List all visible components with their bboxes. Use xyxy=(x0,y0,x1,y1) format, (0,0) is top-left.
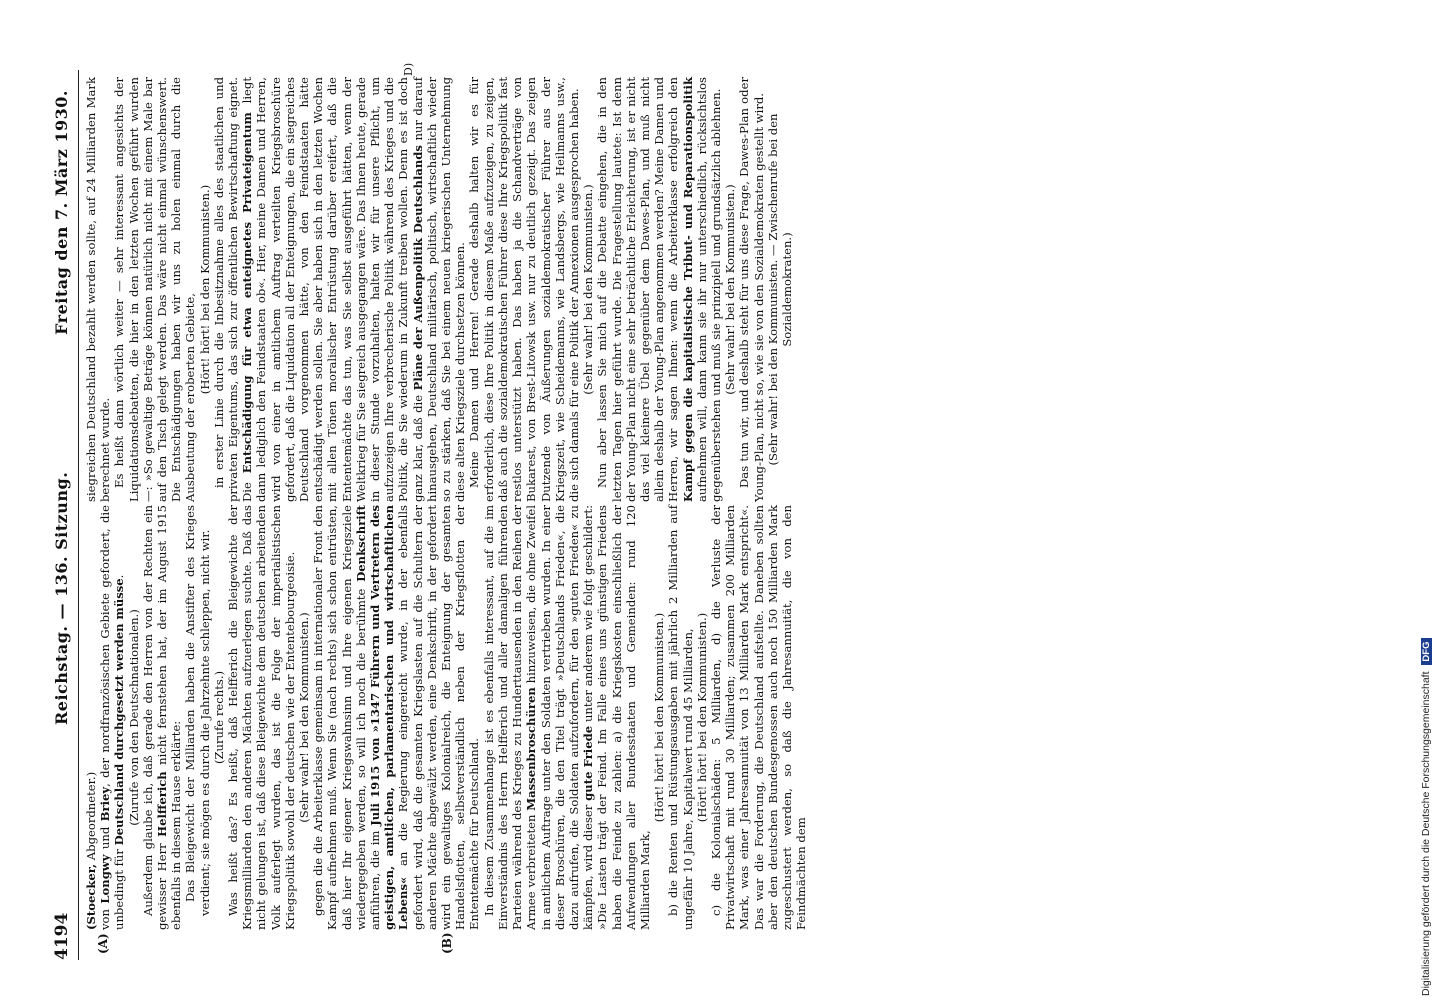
paragraph: von Longwy und Briey, der nordfranzösischen Gebiete gefordert, die unbedingt für Deutschland durchgesetzt werden müsse. xyxy=(98,504,127,930)
paragraph: b) die Renten und Rüstungsausgaben mit jährlich 2 Milliarden auf ungefähr 10 Jahre, Kapitalwert rund 45 Milliarden, xyxy=(666,505,695,930)
paragraph: Meine Damen und Herren! Gerade deshalb halten wir es für erforderlich, diese Ihre Politik in diesem Maße aufzuzeigen, zu zeigen, daß auch die sozialdemokratischen Führer diese Ihre Kriegspolitik fast restlos unterstützt haben. Das haben ja die Schandverträge von Bukarest, von Brest-Litowsk usw. nur zu deutlich gezeigt. Das zeigen Dutzende von Äußerungen sozialdemokratischer Führer aus der Kriegszeit, wie Scheidemanns, wie Landsbergs, wie Heilmanns usw., die sich damals für eine Politik der Annexionen ausgesprochen haben. xyxy=(467,77,581,502)
paragraph: (Hört! hört! bei den Kommunisten.) xyxy=(197,184,212,395)
paragraph: gegen die die Arbeiterklasse gemeinsam in internationaler Front den Kampf aufnehmen muß. Wenn Sie (nach rechts) sich schon entrüsten, daß hier Ihr eigener Kriegswahnsinn und Ihre eigenen Kriegsziele wiedergegeben werden, so will ich noch die berühmte Denkschrift anführen, die im Juli 1915 von »1347 Führern und Vertretern des geistigen, amtlichen, parlamentarischen und wirtschaftlichen Lebens« an die Regierung eingereicht wurde, in der ebenfalls gefordert wird, daß die gesamten Kriegslasten auf die Schultern der anderen Mächte abgewälzt werden, eine Denkschrift, in der gefordert wird ein gewaltiges Kolonialreich, die Enteignung der gesamten Handelsflotten, selbstverständlich neben der Kriegsflotten der Ententemächte für Deutschland. xyxy=(311,505,482,930)
paragraph: (Sehr wahr! bei den Kommunisten.) xyxy=(297,612,312,823)
paragraph: (Sehr wahr! bei den Kommunisten. — Zwischenrufe bei den Sozialdemokraten.) xyxy=(765,113,794,466)
paragraph: Das tun wir, und deshalb steht für uns diese Frage, Dawes-Plan oder Young-Plan, nicht so, wie sie von den Sozialdemokraten gestellt wird. xyxy=(737,77,766,502)
funding-credit-text: Digitalisierung gefördert durch die Deutsche Forschungsgemeinschaft xyxy=(1420,671,1432,996)
session-date: Freitag den 7. März 1930. xyxy=(52,90,71,335)
funding-credit xyxy=(1420,6,1436,996)
paragraph: (Zurufe von den Deutschnationalen.) xyxy=(126,609,141,826)
paragraph: Das Bleigewicht der Milliarden haben die Anstifter des Krieges verdient; sie mögen es durch die Jahrzehnte schleppen, nicht wir. xyxy=(183,505,212,916)
paragraph: (Zurufe rechts.) xyxy=(211,670,226,765)
left-text-column xyxy=(84,504,809,930)
session-title: Reichstag. — 136. Sitzung. xyxy=(52,471,71,725)
paragraph: siegreichen Deutschland bezahlt werden sollte, auf 24 Milliarden Mark berechnet wurde. xyxy=(84,77,113,502)
page-number: 4194 xyxy=(52,912,72,960)
paragraph: Außerdem glaube ich, daß gerade den Herren von der Rechten ein gewisser Herr Helfferich nicht fernstehen hat, der im August 1915 ebenfalls in diesem Hause erklärte: xyxy=(140,505,184,930)
margin-marker-a: (A) xyxy=(96,933,110,954)
right-text-column xyxy=(84,77,794,502)
paragraph: (Hört! hört! bei den Kommunisten.) xyxy=(652,612,667,823)
header-rule xyxy=(78,70,79,960)
paragraph: (Sehr wahr! bei den Kommunisten.) xyxy=(581,184,596,395)
paragraph: in erster Linie durch die Inbesitznahme alles des staatlichen und privaten Eigentums, das sich zur öffentlichen Bewirtschaftung eignet. Die Entschädigung für etwa enteignetes Privateigentum liegt dann lediglich den Feindstaaten ob«. Hier, meine Damen und Herren, wird von einer in amtlichem Auftrag verteilten Kriegsbroschüre gefordert, daß die Liquidation all der Enteignungen, die ein siegreiches Deutschland vorgenommen hätte, von den Feindstaaten hätte entschädigt werden sollen. Sie aber haben sich in den letzten Wochen mit allen Tönen moralischer Entrüstung darüber ereifert, daß die Ententemächte das tun, was Sie selbst ausgeführt hätten, wenn der Weltkrieg für Sie siegreich ausgegangen wäre. Das Ihnen heute, gerade in dieser Stunde vorzuhalten, halten wir für unsere Pflicht, um aufzuzeigen Ihre verbrecherische Politik während des Krieges und die Politik, die Sie wiederum in Zukunft treiben wollen. Denn es ist doch ganz klar, daß die Pläne der Außenpolitik Deutschlands nur darauf hinausgehen, Deutschland militärisch, politisch, wirtschaftlich wieder so zu stärken, daß Sie bei einem neuen kriegerischen Unternehmung diese alten Kriegsziele durchsetzen können. xyxy=(211,77,468,502)
margin-marker-b: (B) xyxy=(440,932,454,954)
paragraph: In diesem Zusammenhange ist es ebenfalls interessant, auf die im Einverständnis des Herrn Helfferich und aller damaligen führenden Parteien während des Krieges zu Hunderttausenden in den Reihen der Armee verbreiteten Massenbroschüren hinzuweisen, die ohne Zweifel in amtlichem Auftrage unter den Soldaten vertrieben wurden. In einer dieser Broschüren, die den Titel trägt »Deutschlands Frieden«, die dazu aufrufen, die Soldaten aufzufordern, für den »guten Frieden« zu kämpfen, wird dieser gute Friede unter anderem wie folgt geschildert: »Die Lasten trägt der Feind. Im Falle eines uns günstigen Friedens haben die Feinde zu zahlen: a) die Kriegskosten einschließlich der Aufwendungen aller Bundesstaaten und Gemeinden: rund 120 Milliarden Mark, xyxy=(481,505,652,930)
paragraph: (Hört! hört! bei den Kommunisten.) xyxy=(694,612,709,823)
paragraph: (Stoecker, Abgeordneter.) xyxy=(84,771,98,930)
paragraph: (Sehr wahr! bei den Kommunisten.) xyxy=(723,184,738,395)
paragraph: Nun aber lassen Sie mich auf die Debatte eingehen, die in den letzten Tagen hier geführt wurde. Die Fragestellung lautete: Ist denn der Young-Plan nicht eine sehr beträchtliche Erleichterung, ist er nicht das viel kleinere Übel gegenüber dem Dawes-Plan, und muß nicht allein deshalb der Young-Plan angenommen werden? Meine Damen und Herren, wir sagen Ihnen: wenn die Arbeiterklasse erfolgreich den Kampf gegen die kapitalistische Tribut- und Reparationspolitik aufnehmen will, dann kann sie ihr nur unterschiedlich, rücksichtslos gegenüberstehen und muß sie prinzipiell und grundsätzlich ablehnen. xyxy=(595,77,723,502)
dfg-logo: DFG xyxy=(1421,639,1432,665)
margin-marker-d: D) xyxy=(402,62,415,76)
paragraph: c) die Kolonialschäden: 5 Milliarden, d) die Verluste der Privatwirtschaft mit rund 30 Milliarden; zusammen 200 Milliarden Mark, was einer Jahresannuität von 13 Milliarden Mark entspricht«. Das war die Forderung, die Deutschland aufstellte. Daneben sollten aber den deutschen Bundesgenossen auch noch 150 Milliarden Mark zugeschustert werden, so daß die Jahresannuität, die von den Feindmächten dem xyxy=(708,505,809,930)
paragraph: Es heißt dann wörtlich weiter — sehr interessant angesichts der Liquidationsdebatten, die hier in den letzten Wochen geführt wurden —: »So gewaltige Beträge können natürlich nicht mit einem Male bar auf den Tisch gelegt werden. Das wäre nicht einmal wünschenswert. Die Entschädigungen haben wir uns zu holen einmal durch die Ausbeutung der eroberten Gebiete, xyxy=(112,77,198,502)
rotated-page xyxy=(52,62,809,960)
paragraph: Was heißt das? Es heißt, daß Helfferich die Bleigewichte der Kriegsmilliarden den anderen Mächten aufzuerlegen suchte. Daß das nicht gelungen ist, daß diese Bleigewichte dem deutschen arbeitenden Volk auferlegt wurden, das ist die Folge der imperialistischen Kriegspolitik sowohl der deutschen wie der Ententebourgeoisie. xyxy=(226,505,297,930)
page-header xyxy=(52,70,78,960)
